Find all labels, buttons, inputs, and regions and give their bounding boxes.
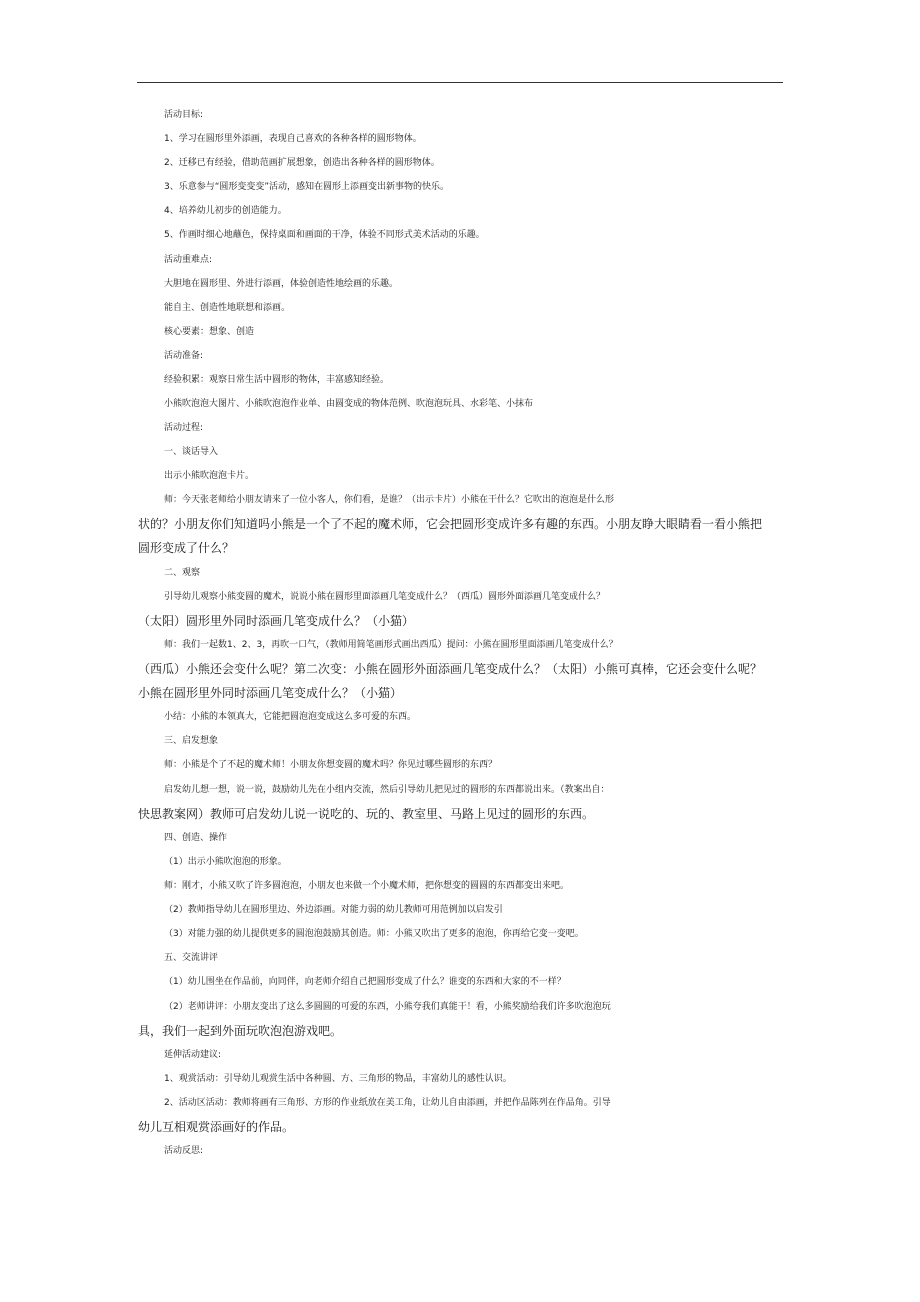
paragraph-line: 圆形变成了什么？ xyxy=(138,541,235,555)
paragraph-line: （1）出示小熊吹泡泡的形象。 xyxy=(164,857,287,867)
paragraph-line: 核心要素：想象、创造 xyxy=(164,327,255,337)
paragraph-line: （2）教师指导幼儿在圆形里边、外边添画。对能力弱的幼儿教师可用范例加以启发引 xyxy=(164,905,503,915)
heading-preparation: 活动准备: xyxy=(164,351,204,361)
section-heading: 一、谈话导入 xyxy=(164,447,219,457)
paragraph-line: 师：刚才，小熊又吹了许多圆泡泡，小朋友也来做一个小魔术师，把你想变的圆圆的东西都变出来吧。 xyxy=(164,881,570,891)
paragraph-line: 经验积累：观察日常生活中圆形的物体，丰富感知经验。 xyxy=(164,375,390,385)
goal-item: 1、学习在圆形里外添画，表现自己喜欢的各种各样的圆形物体。 xyxy=(164,134,422,144)
paragraph-line: （2）老师讲评：小朋友变出了这么多圆圆的可爱的东西，小熊夸我们真能干！看，小熊奖励给我们许多吹泡泡玩 xyxy=(164,1002,611,1012)
paragraph-line: 师：小熊是个了不起的魔术师！小朋友你想变圆的魔术吗？你见过哪些圆形的东西？ xyxy=(164,760,498,770)
section-heading: 三、启发想象 xyxy=(164,736,219,746)
paragraph-line: 引导幼儿观察小熊变圆的魔术，说说小熊在圆形里面添画几笔变成什么？（西瓜）圆形外面添画几笔变成什么？ xyxy=(164,592,606,602)
paragraph-line: （太阳）圆形里外同时添画几笔变成什么？（小猫） xyxy=(138,614,415,628)
heading-goals: 活动目标: xyxy=(164,110,204,120)
goal-item: 5、作画时细心地蘸色，保持桌面和画面的干净，体验不同形式美术活动的乐趣。 xyxy=(164,230,485,240)
goal-item: 4、培养幼儿初步的创造能力。 xyxy=(164,206,287,216)
paragraph-line: 具，我们一起到外面玩吹泡泡游戏吧。 xyxy=(138,1024,343,1038)
paragraph-line: 师：今天张老师给小朋友请来了一位小客人，你们看，是谁？（出示卡片）小熊在干什么？它吹出的泡泡是什么形 xyxy=(164,495,615,505)
goal-item: 2、迁移已有经验，借助范画扩展想象，创造出各种各样的圆形物体。 xyxy=(164,158,440,168)
paragraph-line: 快思教案网）教师可启发幼儿说一说吃的、玩的、教室里、马路上见过的圆形的东西。 xyxy=(138,807,595,821)
heading-reflection: 活动反思: xyxy=(164,1146,204,1156)
paragraph-line: （3）对能力强的幼儿提供更多的圆泡泡鼓励其创造。师：小熊又吹出了更多的泡泡，你再给它变一变吧。 xyxy=(164,929,584,939)
paragraph-line: 小熊吹泡泡大图片、小熊吹泡泡作业单、由圆变成的物体范例、吹泡泡玩具、水彩笔、小抹布 xyxy=(164,399,534,409)
section-heading: 二、观察 xyxy=(164,568,201,578)
goal-item: 3、乐意参与“圆形变变变”活动，感知在圆形上添画变出新事物的快乐。 xyxy=(164,182,450,192)
section-heading: 五、交流讲评 xyxy=(164,953,219,963)
paragraph-line: 小结：小熊的本领真大，它能把圆泡泡变成这么多可爱的东西。 xyxy=(164,712,417,722)
paragraph-line: 幼儿互相观赏添画好的作品。 xyxy=(138,1120,295,1134)
paragraph-line: （1）幼儿围坐在作品前，向同伴，向老师介绍自己把圆形变成了什么？谁变的东西和大家的不一样？ xyxy=(164,977,566,987)
paragraph-line: 状的？小朋友你们知道吗小熊是一个了不起的魔术师，它会把圆形变成许多有趣的东西。小朋友睁大眼睛看一看小熊把 xyxy=(138,517,763,531)
paragraph-line: 大胆地在圆形里、外进行添画，体验创造性地绘画的乐趣。 xyxy=(164,279,399,289)
heading-extension: 延伸活动建议: xyxy=(164,1050,222,1060)
paragraph-line: 出示小熊吹泡泡卡片。 xyxy=(164,471,255,481)
header-rule xyxy=(137,82,783,83)
paragraph-line: 小熊在圆形里外同时添画几笔变成什么？（小猫） xyxy=(138,686,403,700)
heading-process: 活动过程: xyxy=(164,423,204,433)
paragraph-line: （西瓜）小熊还会变什么呢？第二次变：小熊在圆形外面添画几笔变成什么？（太阳）小熊可真棒，它还会变什么呢？ xyxy=(138,662,763,676)
paragraph-line: 启发幼儿想一想，说一说，鼓励幼儿先在小组内交流，然后引导幼儿把见过的圆形的东西都说出来。（教案出自： xyxy=(164,785,610,795)
paragraph-line: 能自主、创造性地联想和添画。 xyxy=(164,303,291,313)
section-heading: 四、创造、操作 xyxy=(164,833,228,843)
paragraph-line: 师：我们一起数1、2、3，再吹一口气，（教师用简笔画形式画出西瓜）提问：小熊在圆形里面添画几笔变成什么？ xyxy=(164,640,618,650)
heading-key-points: 活动重难点: xyxy=(164,255,213,265)
paragraph-line: 2、活动区活动：教师将画有三角形、方形的作业纸放在美工角，让幼儿自由添画，并把作品陈列在作品角。引导 xyxy=(164,1098,611,1108)
paragraph-line: 1、观赏活动：引导幼儿观赏生活中各种圆、方、三角形的物品，丰富幼儿的感性认识。 xyxy=(164,1074,512,1084)
